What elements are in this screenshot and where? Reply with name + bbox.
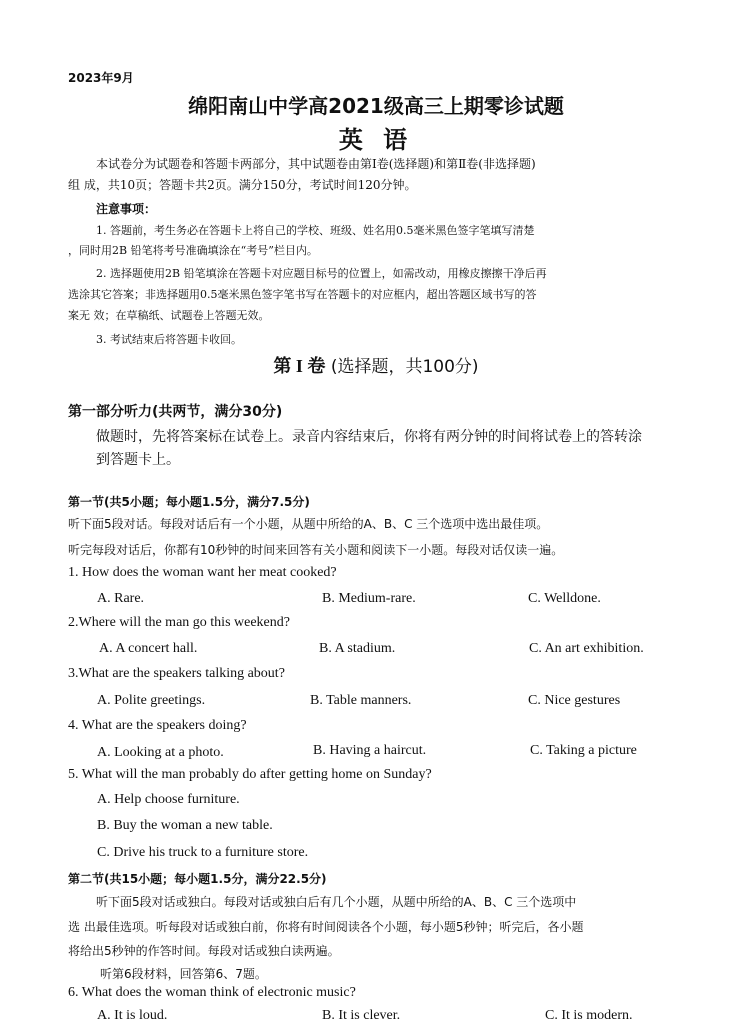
volume-title-bold: 第 I 卷 (273, 356, 326, 376)
question-4-option-a: A. Looking at a photo. (97, 745, 224, 760)
question-6: 6. What does the woman think of electronic music? (68, 985, 356, 1000)
question-2-option-c: C. An art exhibition. (529, 641, 644, 656)
section2-desc-line-3: 将给出5秒钟的作答时间。每段对话或独白读两遍。 (68, 944, 340, 958)
volume-title (0, 352, 752, 378)
notice-heading: 注意事项： (96, 202, 157, 216)
question-2-option-a: A. A concert hall. (99, 641, 198, 656)
question-5-option-c: C. Drive his truck to a furniture store. (97, 845, 309, 860)
section2-desc-line-2: 选 出最佳选项。听每段对话或独白前，你将有时间阅读各个小题，每小题5秒钟；听完后，各小题 (68, 920, 584, 934)
question-5-option-a: A. Help choose furniture. (97, 792, 240, 807)
question-3: 3.What are the speakers talking about? (68, 666, 285, 681)
intro-line-2: 组 成，共10页；答题卡共2页。满分150分，考试时间120分钟。 (68, 178, 417, 192)
question-6-option-b: B. It is clever. (322, 1008, 401, 1023)
question-6-option-a: A. It is loud. (97, 1008, 168, 1023)
volume-title-rest: (选择题，共100分) (325, 357, 479, 377)
question-6-option-c: C. It is modern. (545, 1008, 633, 1023)
notice-item-1-line-1: 1. 答题前，考生务必在答题卡上将自己的学校、班级、姓名用0.5毫米黑色签字笔填写清楚 (96, 224, 535, 237)
notice-item-2-line-1: 2. 选择题使用2B 铅笔填涂在答题卡对应题目标号的位置上，如需改动，用橡皮擦擦干净后再 (96, 267, 547, 280)
notice-item-2-line-3: 案无 效；在草稿纸、试题卷上答题无效。 (68, 309, 270, 322)
exam-date: 2023年9月 (68, 71, 134, 85)
part1-desc-line-2: 到答题卡上。 (96, 452, 180, 468)
section2-material-note: 听第6段材料，回答第6、7题。 (100, 967, 267, 981)
question-5-option-b: B. Buy the woman a new table. (97, 818, 273, 833)
section2-heading: 第二节(共15小题；每小题1.5分，满分22.5分) (68, 872, 327, 886)
section1-heading: 第一节(共5小题；每小题1.5分，满分7.5分) (68, 495, 310, 509)
question-3-option-b: B. Table manners. (310, 693, 412, 708)
notice-item-1-line-2: ，同时用2B 铅笔将考号准确填涂在“考号”栏目内。 (68, 244, 318, 257)
part1-heading: 第一部分听力(共两节，满分30分) (68, 404, 283, 420)
question-1-option-b: B. Medium-rare. (322, 591, 416, 606)
section1-desc-line-1: 听下面5段对话。每段对话后有一个小题，从题中所给的A、B、C 三个选项中选出最佳项。 (68, 517, 549, 531)
exam-title: 绵阳南山中学高2021级高三上期零诊试题 (188, 94, 564, 118)
question-5: 5. What will the man probably do after getting home on Sunday? (68, 767, 432, 782)
question-4-option-b: B. Having a haircut. (313, 743, 427, 758)
question-2-option-b: B. A stadium. (319, 641, 396, 656)
notice-item-3: 3. 考试结束后将答题卡收回。 (96, 333, 242, 346)
question-2: 2.Where will the man go this weekend? (68, 615, 290, 630)
question-1-option-a: A. Rare. (97, 591, 145, 606)
section1-desc-line-2: 听完每段对话后，你都有10秒钟的时间来回答有关小题和阅读下一小题。每段对话仅读一遍。 (68, 543, 564, 557)
question-4: 4. What are the speakers doing? (68, 718, 247, 733)
part1-desc-line-1: 做题时，先将答案标在试卷上。录音内容结束后，你将有两分钟的时间将试卷上的答转涂 (96, 429, 642, 445)
notice-item-2-line-2: 选涂其它答案；非选择题用0.5毫米黑色签字笔书写在答题卡的对应框内，超出答题区域书写的答 (68, 288, 537, 301)
question-3-option-a: A. Polite greetings. (97, 693, 206, 708)
question-1: 1. How does the woman want her meat cooked? (68, 565, 337, 580)
question-1-option-c: C. Welldone. (528, 591, 601, 606)
intro-line-1: 本试卷分为试题卷和答题卡两部分，其中试题卷由第Ⅰ卷(选择题)和第Ⅱ卷(非选择题) (96, 157, 536, 171)
question-3-option-c: C. Nice gestures (528, 693, 621, 708)
section2-desc-line-1: 听下面5段对话或独白。每段对话或独白后有几个小题，从题中所给的A、B、C 三个选项中 (96, 895, 577, 909)
question-4-option-c: C. Taking a picture (530, 743, 637, 758)
exam-subject: 英 语 (338, 126, 414, 154)
